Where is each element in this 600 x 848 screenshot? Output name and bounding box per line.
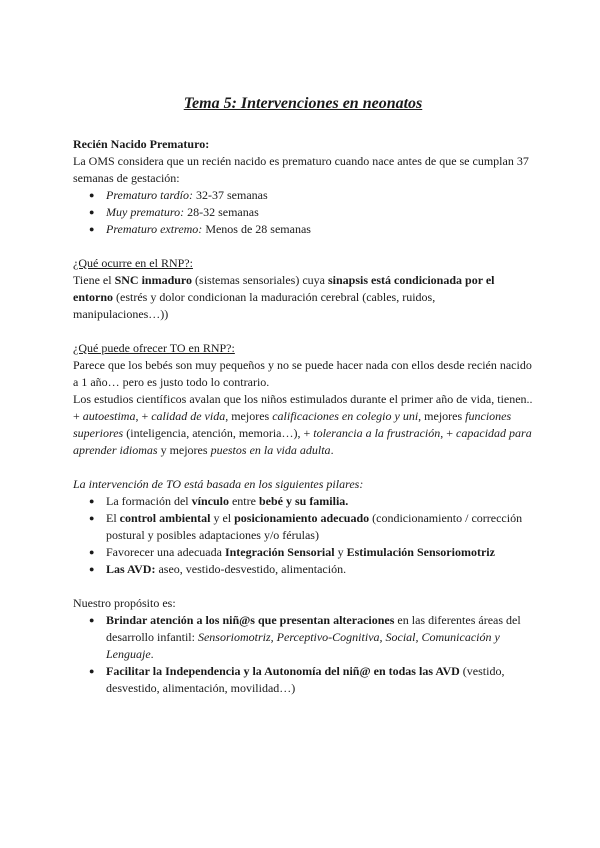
section-heading: Recién Nacido Prematuro: xyxy=(73,137,210,151)
section-pilares xyxy=(73,476,533,578)
section-heading: Nuestro propósito es: xyxy=(73,596,176,610)
list-item: ● Favorecer una adecuada Integración Sensorial y Estimulación Sensoriomotriz xyxy=(73,544,533,561)
paragraph: Parece que los bebés son muy pequeños y no se puede hacer nada con ellos desde recién nacido a 1 año… pero es justo todo lo contrario. xyxy=(73,358,532,389)
section-heading: La intervención de TO está basada en los siguientes pilares: xyxy=(73,477,364,491)
paragraph: Los estudios científicos avalan que los niños estimulados durante el primer año de vida, tienen.. + autoestima, + calidad de vida, mejores calificaciones en colegio y uni, mejores funciones superiores (inteligencia, atención, memoria…), + tolerancia a la frustración, + capacidad para aprender idiomas y mejores puestos en la vida adulta. xyxy=(73,392,533,457)
list-item: ● Brindar atención a los niñ@s que presentan alteraciones en las diferentes áreas del desarrollo infantil: Sensoriomotriz, Perceptivo-Cognitiva, Social, Comunicación y Lenguaje. xyxy=(73,612,533,663)
question-heading: ¿Qué puede ofrecer TO en RNP?: xyxy=(73,341,235,355)
prematurity-list xyxy=(73,187,533,238)
paragraph: Tiene el SNC inmaduro (sistemas sensoriales) cuya sinapsis está condicionada por el entorno (estrés y dolor condicionan la maduración cerebral (cables, ruidos, manipulaciones…)) xyxy=(73,273,495,321)
list-item: ● La formación del vínculo entre bebé y su familia. xyxy=(73,493,533,510)
page-title: Tema 5: Intervenciones en neonatos xyxy=(183,95,423,112)
question-heading: ¿Qué ocurre en el RNP?: xyxy=(73,256,193,270)
rnp-intro: La OMS considera que un recién nacido es prematuro cuando nace antes de que se cumplan 37 semanas de gestación: xyxy=(73,154,529,185)
list-item: ● Facilitar la Independencia y la Autonomía del niñ@ en todas las AVD (vestido, desvestido, alimentación, movilidad…) xyxy=(73,663,533,697)
section-que-ocurre xyxy=(73,255,533,323)
section-recien-nacido xyxy=(73,136,533,238)
list-item: ● El control ambiental y el posicionamiento adecuado (condicionamiento / corrección postural y posibles adaptaciones y/o férulas) xyxy=(73,510,533,544)
proposito-list xyxy=(73,612,533,697)
list-item: ● Las AVD: aseo, vestido-desvestido, alimentación. xyxy=(73,561,533,578)
pilares-list xyxy=(73,493,533,578)
list-item: ● Muy prematuro: 28-32 semanas xyxy=(73,204,533,221)
section-proposito xyxy=(73,595,533,697)
list-item: ● Prematuro extremo: Menos de 28 semanas xyxy=(73,221,533,238)
section-que-ofrecer xyxy=(73,340,533,459)
document-page xyxy=(73,94,533,697)
list-item: ● Prematuro tardío: 32-37 semanas xyxy=(73,187,533,204)
